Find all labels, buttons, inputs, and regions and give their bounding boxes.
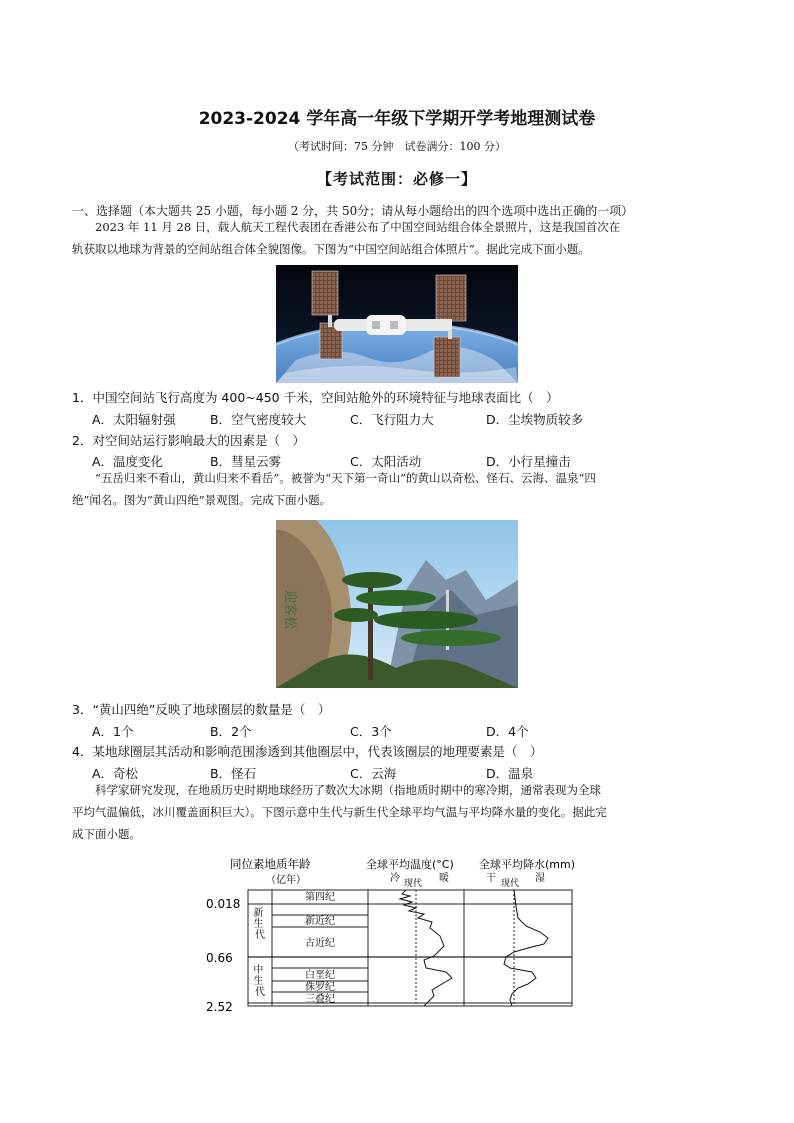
- period-label: 第四纪: [305, 892, 335, 903]
- question-3-options: [92, 722, 712, 742]
- passage-line: 绝”闻名。图为“黄山四绝”景观图。完成下面小题。: [72, 493, 332, 507]
- section-heading: 一、选择题（本大题共 25 小题，每小题 2 分，共 50分；请从每小题给出的四个选项中选出正确的一项）: [72, 204, 634, 218]
- q2-option-d[interactable]: D．小行星撞击: [486, 454, 571, 469]
- precip-modern-label: 现代: [501, 879, 520, 889]
- q3-option-a[interactable]: A．1个: [92, 724, 134, 739]
- passage-line: 科学家研究发现，在地质历史时期地球经历了数次大冰期（指地质时期中的寒冷期，通常表现为全球: [95, 783, 601, 797]
- huangshan-photo: [276, 520, 518, 688]
- space-station-photo: [276, 265, 518, 383]
- q4-option-b[interactable]: B．怪石: [210, 766, 257, 781]
- temperature-curve: [400, 890, 452, 1006]
- precip-wet-label: 湿: [535, 873, 545, 884]
- question-1-options: [92, 410, 712, 430]
- precipitation-curve: [504, 890, 548, 1006]
- temp-modern-label: 现代: [404, 879, 423, 889]
- y-tick-label: 0.018: [206, 897, 241, 911]
- period-label: 三叠纪: [305, 994, 335, 1005]
- question-2-stem: 2．对空间站运行影响最大的因素是（ ）: [72, 433, 305, 448]
- era-char: 代: [255, 987, 265, 998]
- q4-option-a[interactable]: A．奇松: [92, 766, 139, 781]
- q1-option-c[interactable]: C．飞行阻力大: [350, 412, 434, 427]
- era-char: 生: [253, 976, 264, 987]
- question-4-stem: 4．某地球圈层其活动和影响范围渗透到其他圈层中，代表该圈层的地理要素是（ ）: [72, 744, 543, 759]
- period-label: 古近纪: [305, 938, 335, 949]
- temp-warm-label: 暖: [439, 873, 449, 884]
- q4-option-d[interactable]: D．温泉: [486, 766, 534, 781]
- page-title: 2023-2024 学年高一年级下学期开学考地理测试卷: [198, 109, 596, 129]
- y-tick-label: 2.52: [206, 1000, 233, 1014]
- intro-line: 2023 年 11 月 28 日，载人航天工程代表团在香港公布了中国空间站组合体全景照片，这是我国首次在: [95, 220, 621, 234]
- passage-line: “五岳归来不看山，黄山归来不看岳”。被誉为“天下第一奇山”的黄山以奇松、怪石、云海、温泉“四: [95, 471, 596, 485]
- header-precip: 全球平均降水(mm): [479, 858, 576, 871]
- huangshan-passage: [72, 467, 724, 511]
- period-label: 白垩纪: [305, 970, 335, 981]
- climate-passage: [72, 779, 724, 845]
- exam-info: （考试时间：75 分钟 试卷满分：100 分）: [288, 140, 506, 153]
- q1-option-b[interactable]: B．空气密度较大: [210, 412, 307, 427]
- q1-option-a[interactable]: A．太阳辐射强: [92, 412, 176, 427]
- q2-option-b[interactable]: B．彗星云雾: [210, 454, 282, 469]
- climate-chart-svg: [196, 856, 586, 1020]
- era-char: 中: [253, 965, 264, 976]
- intro-passage: [72, 216, 724, 260]
- header-temp: 全球平均温度(°C): [366, 858, 454, 871]
- temp-cold-label: 冷: [390, 873, 400, 884]
- period-label: 新近纪: [305, 916, 335, 927]
- question-1-stem: 1．中国空间站飞行高度为 400~450 千米，空间站舱外的环境特征与地球表面比（ ）: [72, 390, 559, 405]
- y-tick-label: 0.66: [206, 951, 233, 965]
- q4-option-c[interactable]: C．云海: [350, 766, 397, 781]
- era-char: 代: [255, 930, 265, 941]
- q2-option-a[interactable]: A．温度变化: [92, 454, 164, 469]
- exam-scope: 【考试范围：必修一】: [316, 170, 477, 188]
- passage-line: 成下面小题。: [72, 827, 141, 841]
- period-label: 侏罗纪: [305, 982, 335, 993]
- era-label-cenozoic: [253, 907, 266, 941]
- age-unit: （亿年）: [266, 875, 306, 886]
- chart-frame: [248, 890, 572, 1006]
- era-char: 新: [253, 908, 264, 919]
- era-char: 生: [253, 919, 264, 930]
- q2-option-c[interactable]: C．太阳活动: [350, 454, 422, 469]
- q3-option-d[interactable]: D．4个: [486, 724, 529, 739]
- climate-chart: [196, 856, 586, 1020]
- svg-text:迎客松: 迎客松: [282, 590, 297, 630]
- q3-option-c[interactable]: C．3个: [350, 724, 392, 739]
- passage-line: 平均气温偏低，冰川覆盖面积巨大）。下图示意中生代与新生代全球平均气温与平均降水量的变化。据此完: [72, 805, 607, 819]
- era-label-mesozoic: [253, 963, 266, 998]
- header-age: 同位素地质年龄: [230, 857, 311, 871]
- precip-dry-label: 干: [486, 873, 496, 884]
- q3-option-b[interactable]: B．2个: [210, 724, 252, 739]
- intro-line: 轨获取以地球为背景的空间站组合体全貌图像。下图为“中国空间站组合体照片”。据此完成下面小题。: [72, 242, 590, 256]
- q1-option-d[interactable]: D．尘埃物质较多: [486, 412, 584, 427]
- question-3-stem: 3．“黄山四绝”反映了地球圈层的数量是（ ）: [72, 702, 331, 717]
